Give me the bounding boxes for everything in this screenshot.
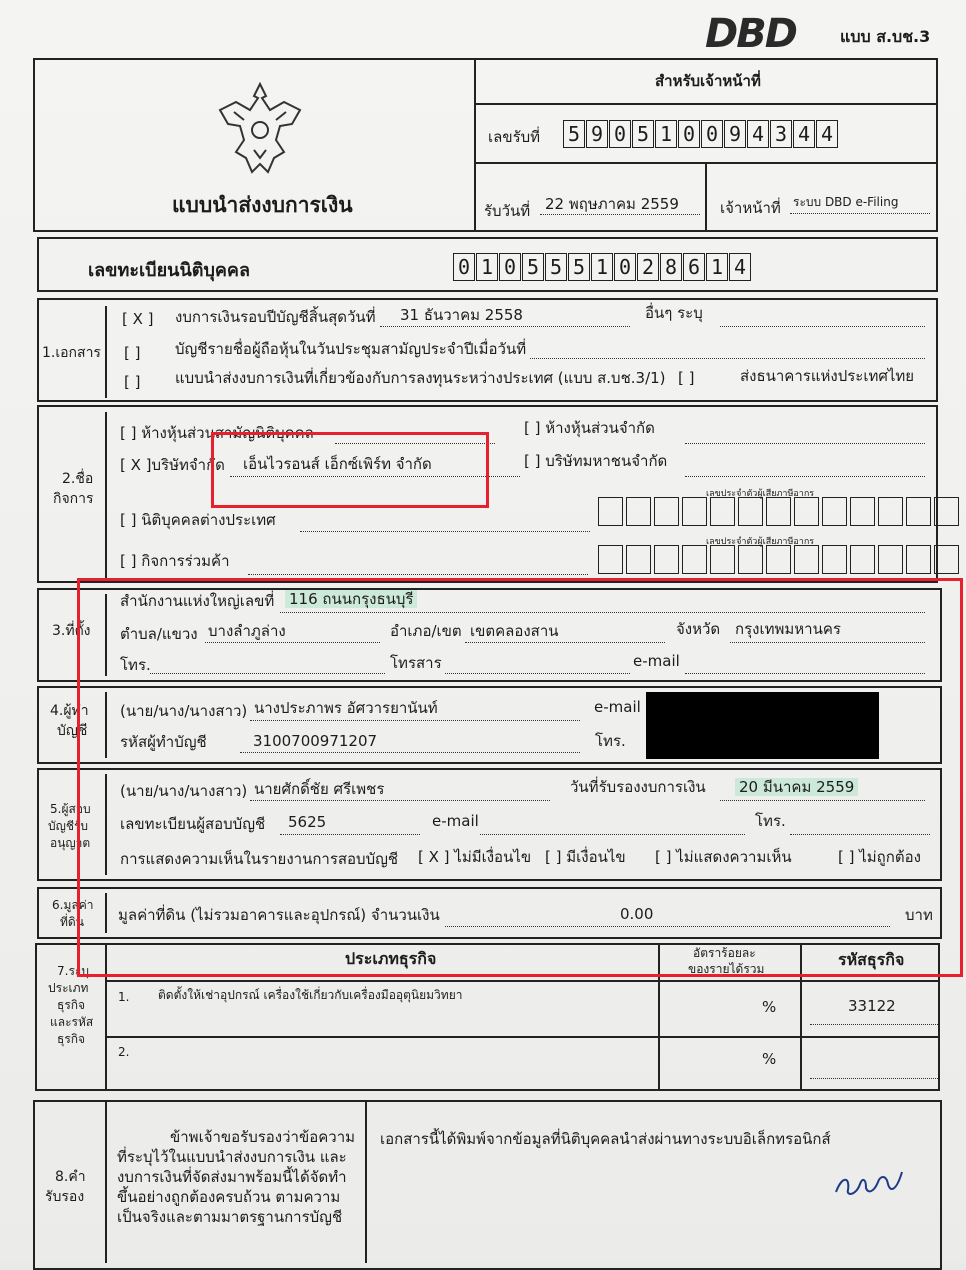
cert-date-label: วันที่รับรองงบการเงิน <box>570 778 706 796</box>
garuda-emblem-icon <box>214 80 306 178</box>
receipt-digit: 9 <box>724 120 746 148</box>
entity-joint-venture-option[interactable]: [ ] กิจการร่วมค้า <box>120 552 230 570</box>
opinion-unqualified-option[interactable]: [ X ] ไม่มีเงื่อนไข <box>418 848 532 866</box>
receipt-digit: 4 <box>816 120 838 148</box>
hq-label: สำนักงานแห่งใหญ่เลขที่ <box>120 592 275 610</box>
certify-line-1: ข้าพเจ้าขอรับรองว่าข้อความ <box>170 1128 356 1146</box>
doc-bot-text: ส่งธนาคารแห่งประเทศไทย <box>740 367 915 385</box>
tax-id-cell[interactable] <box>934 497 959 526</box>
accountant-name: นางประภาพร อัศวารยานันท์ <box>254 699 438 717</box>
dbd-logo: DBD <box>705 11 796 57</box>
business-row-1-no: 1. <box>118 990 130 1004</box>
registration-digit: 0 <box>614 253 636 281</box>
phone-label: โทร. <box>120 656 151 674</box>
section6-label: 6.มูลค่า <box>52 898 94 912</box>
section4-label-2: บัญชี <box>57 723 88 739</box>
received-date-label: รับวันที่ <box>484 202 531 220</box>
section2-label: 2.ชื่อ <box>62 471 94 487</box>
receipt-digit: 1 <box>655 120 677 148</box>
form-title: แบบนำส่งงบการเงิน <box>172 193 353 217</box>
company-email-label: e-mail <box>633 652 680 670</box>
auditor-reg-label: เลขทะเบียนผู้สอบบัญชี <box>120 815 266 833</box>
tax-id-cell[interactable] <box>850 545 875 574</box>
certify-line-4: ขึ้นอย่างถูกต้องครบถ้วน ตามความ <box>117 1188 341 1206</box>
business-row-1-pct: % <box>762 998 777 1016</box>
tax-id-cell[interactable] <box>878 545 903 574</box>
tax-id-cell[interactable] <box>850 497 875 526</box>
tax-id-cell[interactable] <box>906 545 931 574</box>
accountant-email-label: e-mail <box>594 698 641 716</box>
doc-shareholder-checkbox[interactable]: [ ] <box>124 344 141 362</box>
section7-label-5: ธุรกิจ <box>57 1032 86 1046</box>
registration-digit: 6 <box>683 253 705 281</box>
tax-id-cells-2[interactable] <box>598 545 962 574</box>
auditor-name: นายศักดิ์ชัย ศรีเพชร <box>254 780 385 798</box>
registration-digit: 2 <box>637 253 659 281</box>
tax-id-cell[interactable] <box>626 497 651 526</box>
tax-id-cell[interactable] <box>822 545 847 574</box>
receipt-digit: 4 <box>793 120 815 148</box>
section2-label-2: กิจการ <box>53 491 94 507</box>
section7-label: 7.ระบุ <box>57 964 89 978</box>
doc-statement-text: งบการเงินรอบปีบัญชีสิ้นสุดวันที่ <box>175 308 376 326</box>
received-date-value: 22 พฤษภาคม 2559 <box>545 195 679 213</box>
business-row-1-code: 33122 <box>848 997 896 1015</box>
province-value: กรุงเทพมหานคร <box>735 620 841 638</box>
opinion-disclaimer-option[interactable]: [ ] ไม่แสดงความเห็น <box>655 848 792 866</box>
registration-digit: 1 <box>476 253 498 281</box>
subdistrict-value: บางลำภูล่าง <box>208 622 286 640</box>
business-row-2-pct: % <box>762 1050 777 1068</box>
entity-public-company-option[interactable]: [ ] บริษัทมหาชนจำกัด <box>524 452 668 470</box>
col-business-type: ประเภทธุรกิจ <box>345 949 437 968</box>
tax-id-cell[interactable] <box>738 497 763 526</box>
tax-id-cell[interactable] <box>766 545 791 574</box>
section8-label-2: รับรอง <box>45 1189 85 1205</box>
certify-line-2: ที่ระบุไว้ในแบบนำส่งงบการเงิน และ <box>117 1148 347 1166</box>
registration-digit: 0 <box>499 253 521 281</box>
signature-icon <box>832 1162 912 1202</box>
subdistrict-label: ตำบล/แขวง <box>120 625 198 643</box>
tax-id-cell[interactable] <box>598 545 623 574</box>
tax-id-cell[interactable] <box>710 545 735 574</box>
cert-date-value: 20 มีนาคม 2559 <box>735 778 858 796</box>
section3-label: 3.ที่ตั้ง <box>52 623 91 639</box>
officer-title: สำหรับเจ้าหน้าที่ <box>655 72 761 90</box>
receipt-digit: 5 <box>563 120 585 148</box>
receipt-digit: 9 <box>586 120 608 148</box>
section8-label: 8.คำ <box>55 1169 86 1185</box>
hq-value: 116 ถนนกรุงธนบุรี <box>285 590 417 608</box>
tax-id-label-2: เลขประจำตัวผู้เสียภาษีอากร <box>706 537 815 547</box>
doc-statement-date: 31 ธันวาคม 2558 <box>400 306 523 324</box>
doc-investment-text: แบบนำส่งงบการเงินที่เกี่ยวข้องกับการลงทุนระหว่างประเทศ (แบบ ส.บช.3/1) <box>175 369 666 387</box>
registration-digit: 1 <box>706 253 728 281</box>
tax-id-cell[interactable] <box>682 497 707 526</box>
province-label: จังหวัด <box>676 620 721 638</box>
tax-id-cell[interactable] <box>822 497 847 526</box>
registration-digit: 5 <box>568 253 590 281</box>
tax-id-cell[interactable] <box>878 497 903 526</box>
registration-digit: 5 <box>545 253 567 281</box>
accountant-code-label: รหัสผู้ทำบัญชี <box>120 733 207 751</box>
auditor-phone-label: โทร. <box>755 812 786 830</box>
doc-bot-checkbox[interactable]: [ ] <box>678 369 695 387</box>
tax-id-cell[interactable] <box>626 545 651 574</box>
opinion-adverse-option[interactable]: [ ] ไม่ถูกต้อง <box>838 848 921 866</box>
annotation-details-box <box>77 578 963 977</box>
accountant-name-label: (นาย/นาง/นางสาว) <box>120 702 248 720</box>
section7-label-2: ประเภท <box>48 981 89 995</box>
section4-label: 4.ผู้ทำ <box>50 703 89 719</box>
entity-ordinary-partnership-option[interactable]: [ ] ห้างหุ้นส่วนสามัญนิติบุคคล <box>120 424 314 442</box>
company-name: เอ็นไวรอนส์ เอ็กซ์เพิร์ท จำกัด <box>243 455 432 473</box>
accountant-code: 3100700971207 <box>253 732 378 750</box>
receipt-digit: 4 <box>747 120 769 148</box>
section1-label: 1.เอกสาร <box>42 345 101 361</box>
tax-id-cell[interactable] <box>794 497 819 526</box>
entity-foreign-option[interactable]: [ ] นิติบุคคลต่างประเทศ <box>120 511 276 529</box>
receipt-digit: 0 <box>609 120 631 148</box>
section7-label-3: ธุรกิจ <box>57 998 86 1012</box>
opinion-label: การแสดงความเห็นในรายงานการสอบบัญชี <box>120 850 399 868</box>
officer-value: ระบบ DBD e-Filing <box>793 195 899 209</box>
land-value-label: มูลค่าที่ดิน (ไม่รวมอาคารและอุปกรณ์) จำนวนเงิน <box>118 906 440 924</box>
certify-line-3: งบการเงินที่จัดส่งมาพร้อมนี้ได้จัดทำ <box>117 1168 347 1186</box>
section5-label-2: บัญชีรับ <box>48 819 89 833</box>
section6-label-2: ที่ดิน <box>60 915 84 929</box>
doc-other-label: อื่นๆ ระบุ <box>645 304 703 322</box>
receipt-digit: 0 <box>678 120 700 148</box>
tax-id-cell[interactable] <box>598 497 623 526</box>
opinion-qualified-option[interactable]: [ ] มีเงื่อนไข <box>545 848 626 866</box>
business-row-2-no: 2. <box>118 1045 130 1059</box>
doc-investment-checkbox[interactable]: [ ] <box>124 373 141 391</box>
receipt-digit: 5 <box>632 120 654 148</box>
receipt-label: เลขรับที่ <box>488 128 541 146</box>
electronic-note: เอกสารนี้ได้พิมพ์จากข้อมูลที่นิติบุคคลนำส่งผ่านทางระบบอิเล็กทรอนิกส์ <box>380 1130 831 1148</box>
auditor-reg-value: 5625 <box>288 813 327 831</box>
land-value: 0.00 <box>620 905 654 923</box>
registration-digit: 5 <box>522 253 544 281</box>
tax-id-cell[interactable] <box>710 497 735 526</box>
entity-limited-company-option[interactable]: [ X ]บริษัทจำกัด <box>120 456 225 474</box>
registration-label: เลขทะเบียนนิติบุคคล <box>88 260 250 281</box>
district-value: เขตคลองสาน <box>470 622 559 640</box>
tax-id-cell[interactable] <box>682 545 707 574</box>
tax-id-cells-1[interactable] <box>598 497 962 526</box>
col-business-code: รหัสธุรกิจ <box>838 950 905 969</box>
receipt-digit: 0 <box>701 120 723 148</box>
tax-id-cell[interactable] <box>738 545 763 574</box>
registration-digit: 4 <box>729 253 751 281</box>
doc-statement-checkbox[interactable]: [ X ] <box>122 310 154 328</box>
tax-id-cell[interactable] <box>766 497 791 526</box>
district-label: อำเภอ/เขต <box>390 622 462 640</box>
auditor-email-label: e-mail <box>432 812 479 830</box>
col-ratio-2: ของรายได้รวม <box>688 962 765 976</box>
tax-id-label-1: เลขประจำตัวผู้เสียภาษีอากร <box>706 489 815 499</box>
registration-digit: 8 <box>660 253 682 281</box>
tax-id-cell[interactable] <box>654 497 679 526</box>
registration-digit: 1 <box>591 253 613 281</box>
section5-label-3: อนุญาต <box>50 836 91 850</box>
section7-label-4: และรหัส <box>50 1015 94 1029</box>
receipt-number <box>563 120 839 148</box>
auditor-name-label: (นาย/นาง/นางสาว) <box>120 782 248 800</box>
form-code: แบบ ส.บช.3 <box>840 27 931 46</box>
accountant-phone-label: โทร. <box>595 732 626 750</box>
section5-label: 5.ผู้สอบ <box>50 802 91 816</box>
tax-id-cell[interactable] <box>906 497 931 526</box>
annotation-company-name-box <box>211 432 489 508</box>
business-row-1-desc: ติดตั้งให้เช่าอุปกรณ์ เครื่องใช้เกี่ยวกับเครื่องมืออุตุนิยมวิทยา <box>158 988 463 1002</box>
registration-digit: 0 <box>453 253 475 281</box>
receipt-digit: 3 <box>770 120 792 148</box>
doc-shareholder-text: บัญชีรายชื่อผู้ถือหุ้นในวันประชุมสามัญประจำปีเมื่อวันที่ <box>175 340 527 358</box>
col-ratio: อัตราร้อยละ <box>693 946 756 960</box>
tax-id-cell[interactable] <box>654 545 679 574</box>
land-value-unit: บาท <box>905 906 933 924</box>
officer-label: เจ้าหน้าที่ <box>720 199 781 217</box>
entity-limited-partnership-option[interactable]: [ ] ห้างหุ้นส่วนจำกัด <box>524 419 655 437</box>
registration-number <box>453 253 752 281</box>
tax-id-cell[interactable] <box>794 545 819 574</box>
certify-line-5: เป็นจริงและตามมาตรฐานการบัญชี <box>117 1208 343 1226</box>
tax-id-cell[interactable] <box>934 545 959 574</box>
fax-label: โทรสาร <box>390 654 442 672</box>
